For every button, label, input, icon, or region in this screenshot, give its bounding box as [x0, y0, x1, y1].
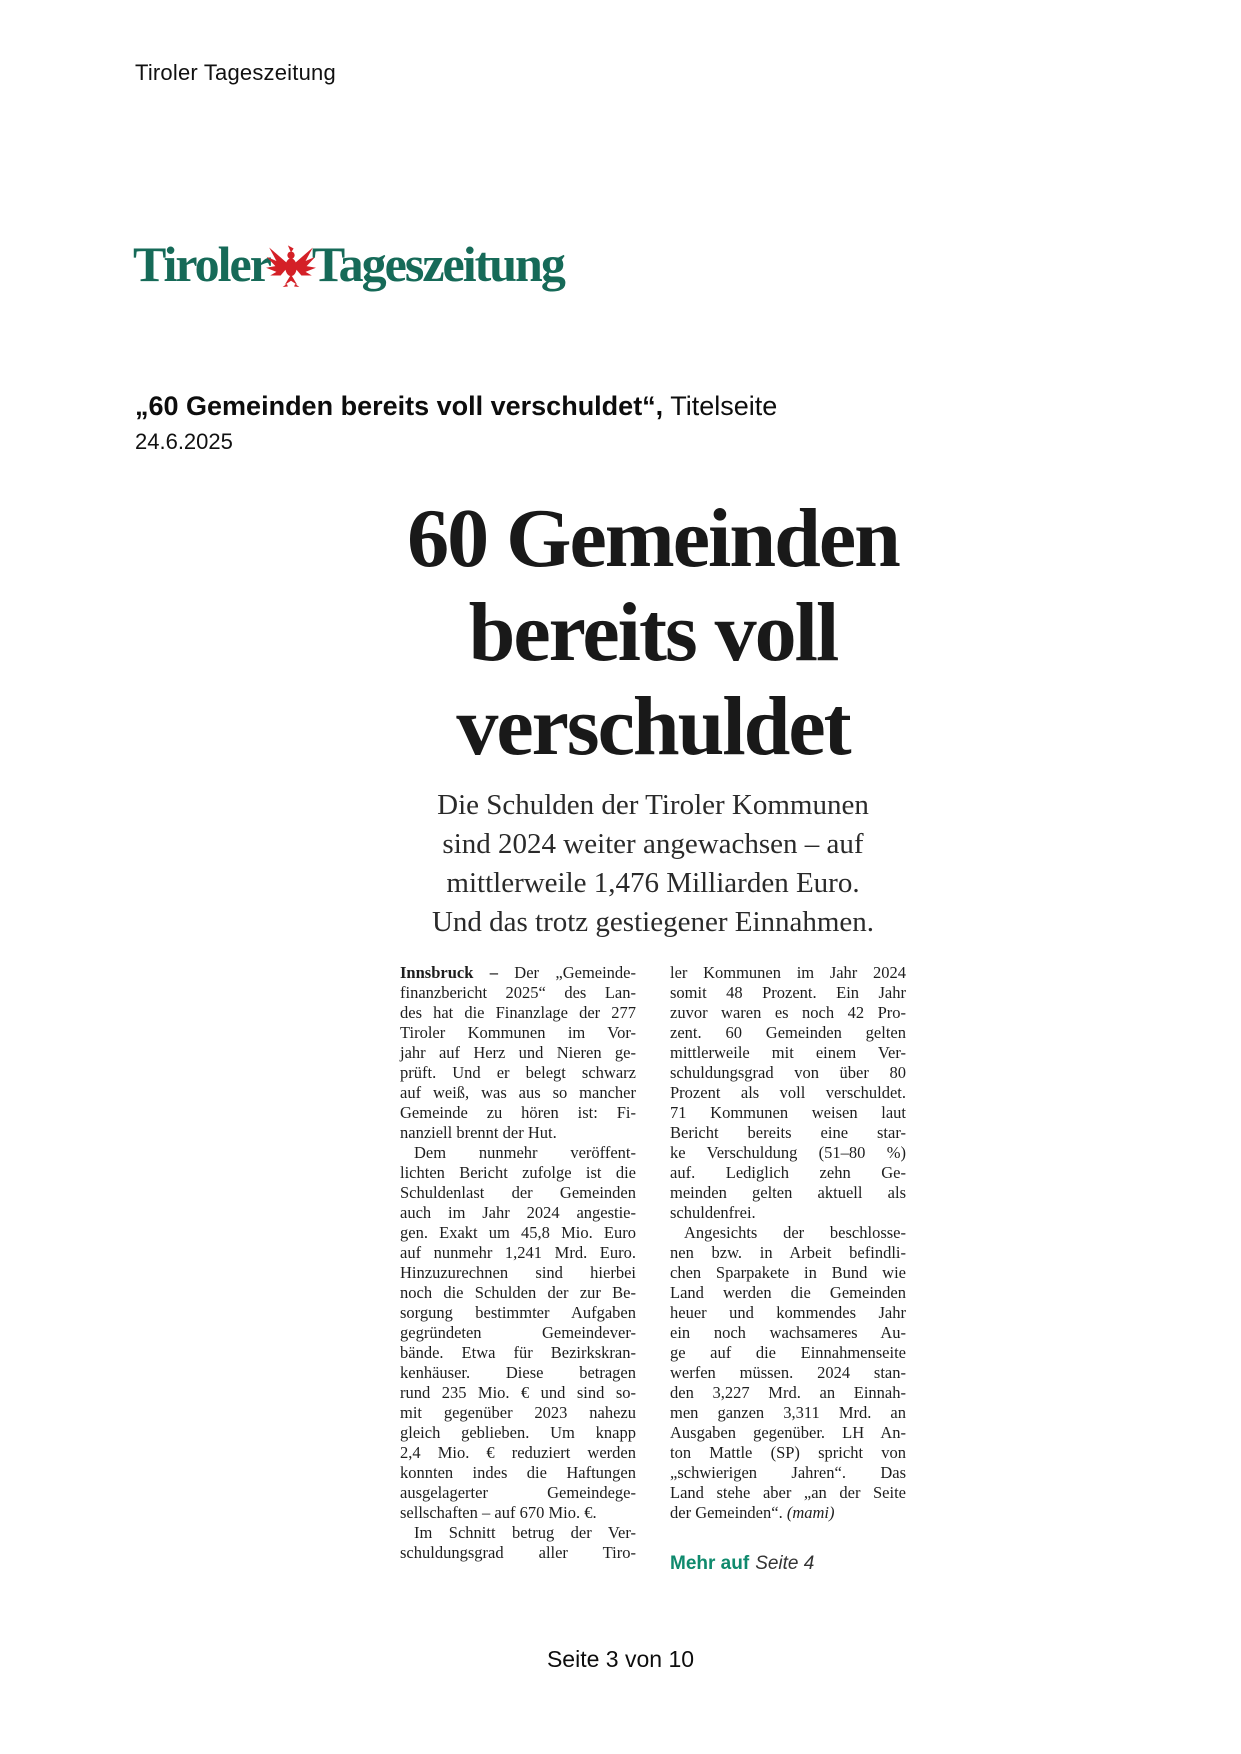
article-clipping [400, 492, 906, 1574]
body-text-line: 2,4 Mio. € reduziert werden [400, 1443, 636, 1462]
body-text-line: gen. Exakt um 45,8 Mio. Euro [400, 1223, 636, 1242]
body-text-line: ein noch wachsameres Au- [670, 1323, 906, 1342]
article-meta [135, 390, 777, 455]
body-text-line: nen bzw. in Arbeit befindli- [670, 1243, 906, 1262]
body-text-line: Tiroler Kommunen im Vor- [400, 1023, 636, 1042]
body-text-line: meinden gelten aktuell als [670, 1183, 906, 1202]
lede-line: Die Schulden der Tiroler Kommunen [437, 789, 869, 821]
article-meta-title [135, 390, 777, 422]
body-text-line: der Gemeinden“. (mami) [670, 1503, 835, 1522]
body-text-line: auch im Jahr 2024 angestie- [400, 1203, 636, 1222]
article-meta-title-quoted: „60 Gemeinden bereits voll verschuldet“, [135, 391, 664, 421]
tyrolean-eagle-icon [265, 236, 317, 288]
body-text-line: Bericht bereits eine star- [670, 1123, 906, 1142]
body-column-left [400, 963, 636, 1574]
article-lede [400, 786, 906, 942]
body-text-line: Schuldenlast der Gemeinden [400, 1183, 636, 1202]
body-text-line: chen Sparpakete in Bund wie [670, 1263, 906, 1282]
body-text-line: Prozent als voll verschuldet. [670, 1083, 906, 1102]
headline-line: 60 Gemeinden [407, 492, 899, 585]
body-text-line: noch die Schulden der zur Be- [400, 1283, 636, 1302]
body-text-line: Ausgaben gegenüber. LH An- [670, 1423, 906, 1442]
body-text-line: schuldenfrei. [670, 1203, 756, 1222]
body-text-line: ge auf die Einnahmenseite [670, 1343, 906, 1362]
lede-line: mittlerweile 1,476 Milliarden Euro. [446, 867, 860, 899]
body-text-line: Hinzuzurechnen sind hierbei [400, 1263, 636, 1282]
body-text-line: schuldungsgrad aller Tiro- [400, 1543, 636, 1562]
body-text-line: prüft. Und er belegt schwarz [400, 1063, 636, 1082]
body-text-line: „schwierigen Jahren“. Das [670, 1463, 906, 1482]
body-text-line: sorgung bestimmter Aufgaben [400, 1303, 636, 1322]
logo-word-tageszeitung: Tageszeitung [311, 236, 564, 292]
body-text-line: konnten indes die Haftungen [400, 1463, 636, 1482]
body-text-line: ausgelagerter Gemeindege- [400, 1483, 636, 1502]
lede-line: Und das trotz gestiegener Einnahmen. [431, 906, 875, 938]
more-reference-prefix: Mehr auf [670, 1553, 750, 1574]
body-text-line: schuldungsgrad von über 80 [670, 1063, 906, 1082]
article-headline [400, 492, 906, 774]
body-text-line: Angesichts der beschlosse- [684, 1223, 906, 1242]
body-text-line: zuvor waren es noch 42 Pro- [670, 1003, 906, 1022]
body-text-line: ton Mattle (SP) spricht von [670, 1443, 906, 1462]
body-text-line: werfen müssen. 2024 stan- [670, 1363, 906, 1382]
document-header-title: Tiroler Tageszeitung [135, 60, 336, 85]
body-text-line: bände. Etwa für Bezirkskran- [400, 1343, 636, 1362]
logo-word-tiroler: Tiroler [133, 236, 270, 292]
body-text-line: Im Schnitt betrug der Ver- [414, 1523, 636, 1542]
body-text-line: ke Verschuldung (51–80 %) [670, 1143, 906, 1162]
body-text-line: zent. 60 Gemeinden gelten [670, 1023, 906, 1042]
body-text-line: mit gegenüber 2023 nahezu [400, 1403, 636, 1422]
headline-line: verschuldet [456, 680, 850, 773]
body-text-line: jahr auf Herz und Nieren ge- [400, 1043, 636, 1062]
page-number-footer: Seite 3 von 10 [546, 1646, 695, 1672]
newspaper-logo [133, 236, 564, 292]
lede-line: sind 2024 weiter angewachsen – auf [442, 828, 864, 860]
body-text-line: Innsbruck – Der „Gemeinde- [400, 963, 637, 982]
article-body [400, 963, 906, 1574]
body-text-line: gegründeten Gemeindever- [400, 1323, 636, 1342]
body-text-line: mittlerweile mit einem Ver- [670, 1043, 906, 1062]
body-text-line: 71 Kommunen weisen laut [670, 1103, 906, 1122]
body-text-line: auf. Lediglich zehn Ge- [670, 1163, 906, 1182]
body-text-line: finanzbericht 2025“ des Lan- [400, 983, 636, 1002]
body-text-line: somit 48 Prozent. Ein Jahr [670, 983, 906, 1002]
body-text-line: auf weiß, was aus so mancher [400, 1083, 636, 1102]
body-text-line: Gemeinde zu hören ist: Fi- [400, 1103, 636, 1122]
more-reference-target: Seite 4 [755, 1553, 815, 1574]
body-text-line: auf nunmehr 1,241 Mrd. Euro. [400, 1243, 636, 1262]
article-meta-title-suffix: Titelseite [663, 391, 778, 421]
body-text-line: Land werden die Gemeinden [670, 1283, 906, 1302]
body-text-line: gleich geblieben. Um knapp [400, 1423, 636, 1442]
headline-line: bereits voll [468, 586, 838, 679]
body-text-line: Dem nunmehr veröffent- [414, 1143, 636, 1162]
article-date: 24.6.2025 [135, 429, 233, 454]
body-text-line: lichten Bericht zufolge ist die [400, 1163, 636, 1182]
body-text-line: heuer und kommendes Jahr [670, 1303, 906, 1322]
more-on-page-reference [670, 1554, 906, 1574]
body-text-line: nanziell brennt der Hut. [400, 1123, 557, 1142]
body-text-line: rund 235 Mio. € und sind so- [400, 1383, 636, 1402]
body-text-line: kenhäuser. Diese betragen [400, 1363, 636, 1382]
body-text-line: sellschaften – auf 670 Mio. €. [400, 1503, 597, 1522]
body-text-line: den 3,227 Mrd. an Einnah- [670, 1383, 906, 1402]
body-column-right [670, 963, 906, 1574]
body-text-line: ler Kommunen im Jahr 2024 [670, 963, 906, 982]
body-text-line: men ganzen 3,311 Mrd. an [670, 1403, 906, 1422]
body-text-line: des hat die Finanzlage der 277 [400, 1003, 636, 1022]
body-text-line: Land stehe aber „an der Seite [670, 1483, 906, 1502]
